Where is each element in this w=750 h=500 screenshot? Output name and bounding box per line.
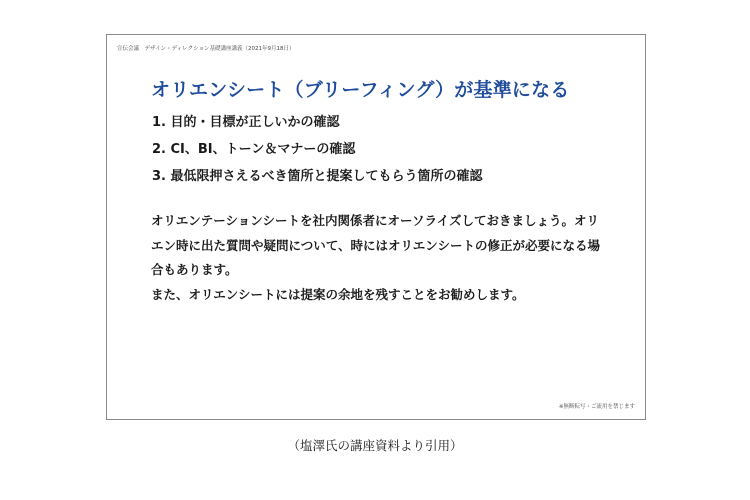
checklist-item: 1. 目的・目標が正しいかの確認 xyxy=(152,115,340,130)
body-paragraph: オリエンテーションシートを社内関係者にオーソライズしておきましょう。オリエン時に出た質問や疑問について、時にはオリエンシートの修正が必要になる場合もあります。 xyxy=(151,213,600,277)
slide-header-note: 宣伝会議 デザイン・ディレクション基礎講座講義（2021年9月18日） xyxy=(117,46,295,52)
body-paragraph: また、オリエンシートには提案の余地を残すことをお勧めします。 xyxy=(151,286,525,302)
slide-body-text xyxy=(151,209,611,307)
presentation-slide xyxy=(106,34,646,420)
checklist-item: 2. CI、BI、トーン＆マナーの確認 xyxy=(152,142,356,157)
image-caption: （塩澤氏の講座資料より引用） xyxy=(287,438,463,453)
checklist xyxy=(152,109,483,190)
checklist-item: 3. 最低限押さえるべき箇所と提案してもらう箇所の確認 xyxy=(152,169,483,184)
slide-footer-note: ※無断転写・ご流用を禁じます xyxy=(558,404,635,410)
slide-title: オリエンシート（ブリーフィング）が基準になる xyxy=(151,79,570,101)
